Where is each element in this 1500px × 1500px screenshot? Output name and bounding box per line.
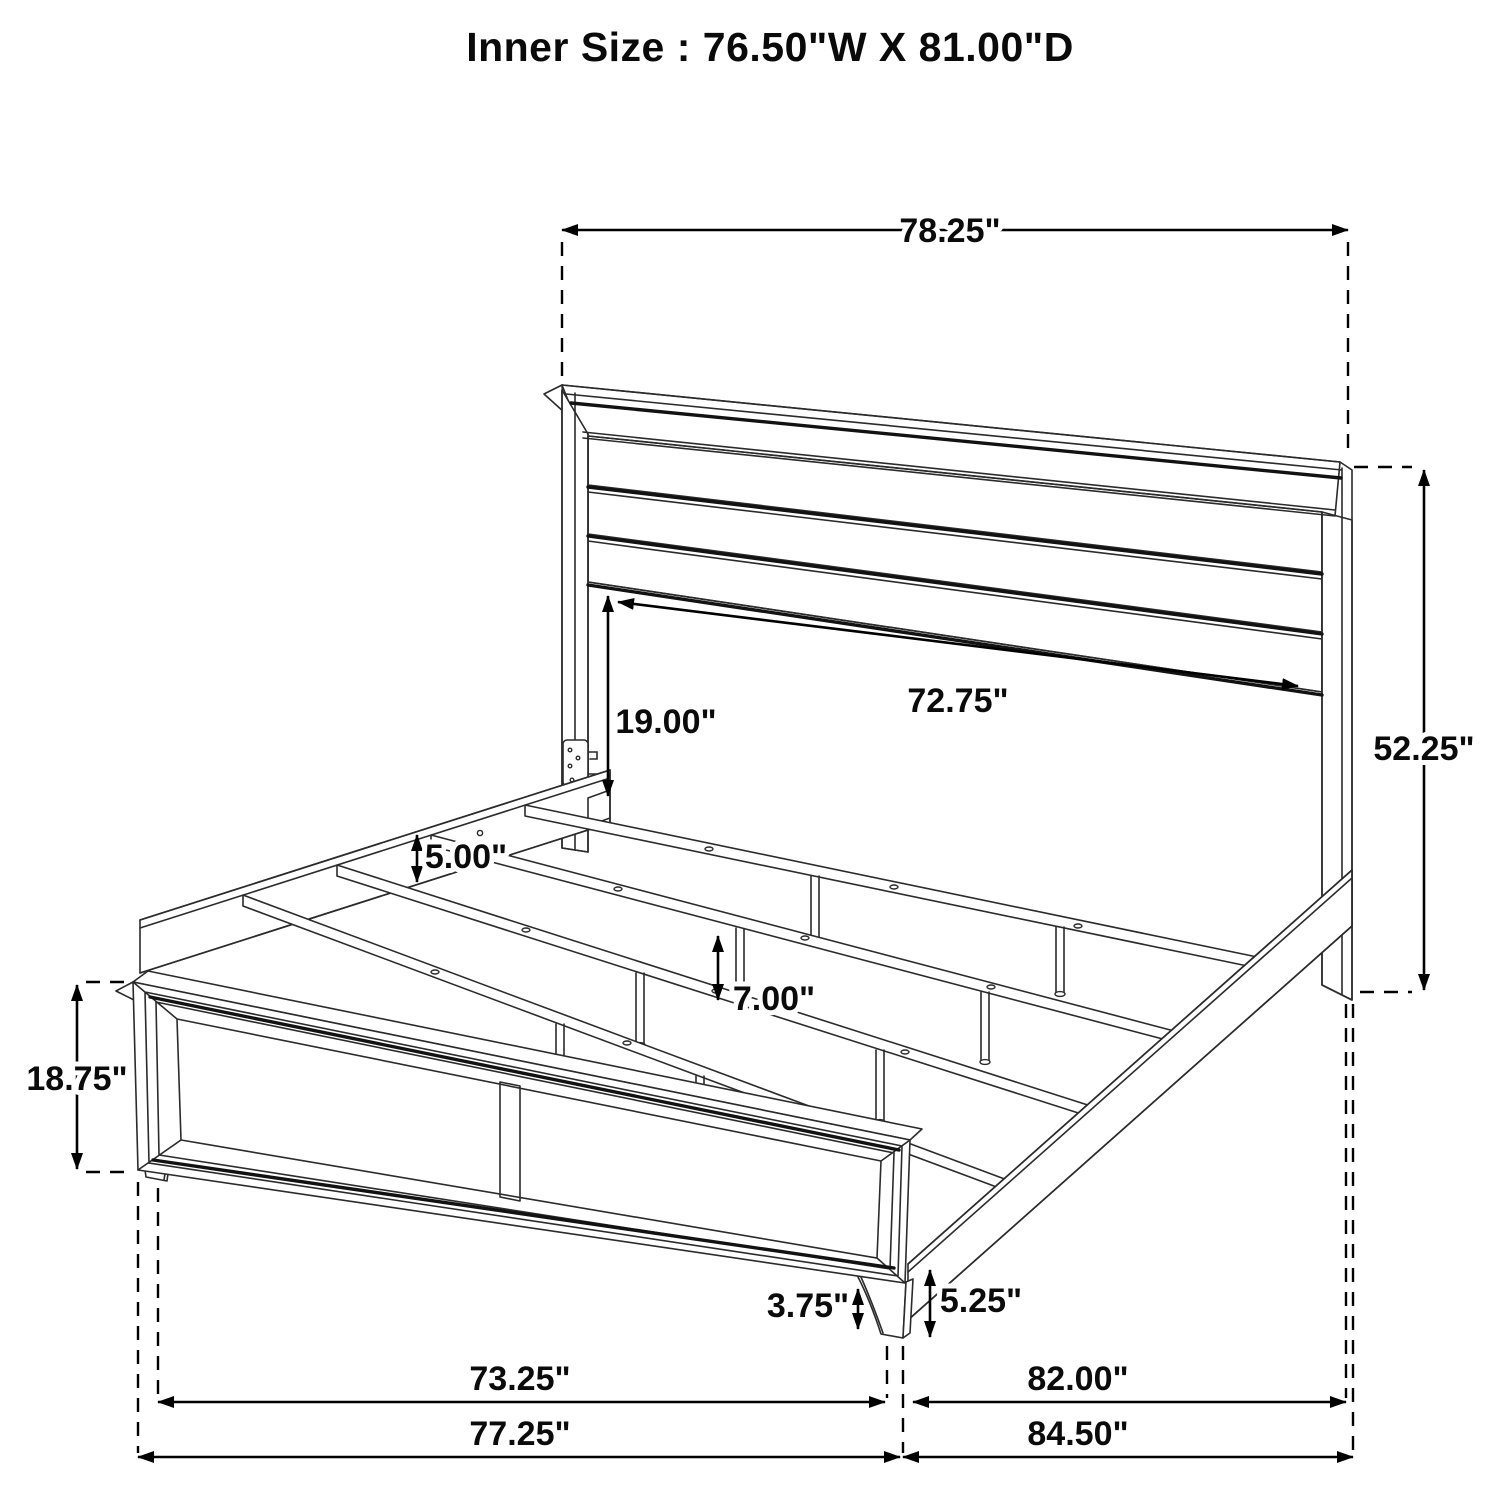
slat-screw [1074, 924, 1082, 928]
dim-headboard-leg-height [608, 596, 717, 796]
dim-label-footboard-inner-width: 73.25" [469, 1360, 571, 1398]
dim-headboard-height [1346, 467, 1475, 1453]
dim-label-center-leg-height: 7.00" [732, 980, 816, 1018]
dim-label-headboard-leg-height: 19.00" [615, 703, 717, 741]
dim-label-side-rail-height: 5.00" [424, 838, 508, 876]
dim-label-overall-depth: 84.50" [1027, 1415, 1129, 1453]
dim-overall-depth [903, 1415, 1353, 1457]
slat-screw [431, 970, 439, 974]
slat-screw [623, 1041, 631, 1045]
bracket-screw-hole [568, 748, 572, 752]
bed-frame-drawing [116, 385, 1352, 1338]
headboard-crown-left-cap [544, 385, 564, 412]
dim-label-footboard-width: 77.25" [469, 1415, 571, 1453]
slat-screw [890, 885, 898, 889]
dim-footboard-inner-width [158, 1360, 885, 1402]
bracket-screw-hole [568, 764, 572, 768]
dim-footboard-width [138, 1415, 900, 1457]
dim-label-headboard-width: 78.25" [899, 212, 1001, 250]
slat-screw [987, 985, 995, 989]
slat-screw [614, 887, 622, 891]
dim-footboard-foot-height [767, 1287, 858, 1329]
dim-label-footboard-foot-height: 3.75" [766, 1287, 850, 1325]
slat-screw [801, 936, 809, 940]
extension-line [1346, 467, 1412, 1453]
leg-foot [980, 1060, 990, 1065]
dim-label-footboard-height: 18.75" [26, 1060, 128, 1098]
dim-side-rail-height [417, 835, 507, 882]
dim-label-rail-span: 82.00" [1027, 1360, 1129, 1398]
dimension-annotations [26, 212, 1474, 1457]
extension-line [887, 1346, 903, 1453]
footboard [116, 971, 922, 1338]
slat-screw [522, 928, 530, 932]
rail-screw-hole [477, 830, 482, 835]
slat-screw [705, 847, 713, 851]
page-title: Inner Size : 76.50"W X 81.00"D [466, 24, 1074, 70]
dim-rail-span [913, 1360, 1346, 1402]
dim-label-corner-foot-height: 5.25" [939, 1282, 1023, 1320]
dim-label-headboard-inner-width: 72.75" [907, 682, 1009, 720]
dim-label-headboard-height: 52.25" [1373, 730, 1475, 768]
dim-center-leg-height [718, 936, 815, 1018]
slat-screw [901, 1050, 909, 1054]
leg-foot [1055, 992, 1065, 997]
bracket-screw-hole [576, 756, 580, 760]
